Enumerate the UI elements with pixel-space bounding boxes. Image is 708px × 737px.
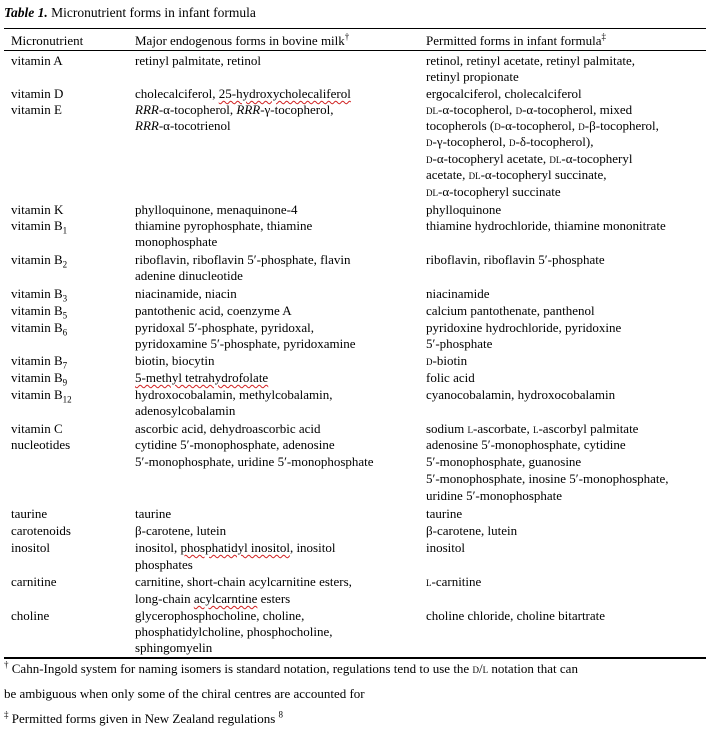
footnote-double-dagger (4, 711, 283, 727)
milk-text: -α-tocotrienol (158, 118, 231, 133)
row-formula (426, 184, 561, 200)
row-formula (426, 102, 632, 118)
row-formula (426, 167, 607, 183)
row-milk: phosphates (135, 557, 193, 572)
row-name: inositol (11, 540, 51, 555)
row-name: vitamin A (11, 53, 63, 68)
header-formula-forms (426, 33, 606, 49)
milk-text: long-chain (135, 591, 194, 606)
row-milk: cytidine 5′-monophosphate, adenosine (135, 437, 335, 452)
row-name-text: vitamin B (11, 252, 63, 267)
milk-text-flagged: 5-methyl tetrahydrofolate (135, 370, 269, 385)
row-milk: adenosylcobalamin (135, 403, 236, 418)
row-milk: monophosphate (135, 234, 218, 249)
row-formula: 5′-monophosphate, guanosine (426, 454, 582, 469)
row-name (11, 303, 67, 319)
row-name-text: vitamin B (11, 320, 63, 335)
row-name-sub: 7 (62, 360, 68, 371)
formula-text: -α-tocopherol, mixed (522, 102, 633, 117)
row-name-text: vitamin B (11, 218, 63, 233)
row-name-text: vitamin B (11, 353, 63, 368)
isomer-prefix: l (467, 421, 474, 436)
row-formula (426, 353, 467, 369)
row-milk: phosphatidylcholine, phosphocholine, (135, 624, 333, 639)
isomer-prefix: l (426, 574, 432, 589)
row-name-sub: 5 (62, 310, 68, 321)
row-milk (135, 118, 231, 134)
table-top-rule (4, 28, 706, 29)
header-milk-mark: † (344, 31, 350, 42)
row-name: carotenoids (11, 523, 71, 538)
isomer-prefix: d (515, 102, 523, 117)
formula-text: -α-tocopherol, (438, 102, 516, 117)
row-name-sub: 2 (62, 259, 68, 270)
row-formula: adenosine 5′-monophosphate, cytidine (426, 437, 626, 452)
row-name (11, 353, 67, 369)
reference-number: 8 (278, 709, 284, 720)
row-name-sub: 1 (62, 225, 68, 236)
row-name: vitamin K (11, 202, 64, 217)
row-formula: calcium pantothenate, panthenol (426, 303, 595, 318)
formula-text: -α-tocopheryl acetate, (432, 151, 550, 166)
isomer-prefix: RRR (135, 102, 159, 117)
isomer-prefix: dl (549, 151, 562, 166)
row-formula (426, 421, 638, 437)
footnote-text: Permitted forms given in New Zealand regulations (8, 711, 279, 726)
formula-text: -γ-tocopherol, (432, 134, 509, 149)
row-milk: 5′-monophosphate, uridine 5′-monophosphate (135, 454, 374, 469)
row-formula: 5′-phosphate (426, 336, 493, 351)
formula-text: -δ-tocopherol), (515, 134, 594, 149)
milk-text: inositol, (135, 540, 181, 555)
row-formula: cyanocobalamin, hydroxocobalamin (426, 387, 616, 402)
row-name: vitamin C (11, 421, 63, 436)
row-formula: riboflavin, riboflavin 5′-phosphate (426, 252, 605, 267)
row-formula: taurine (426, 506, 463, 521)
row-milk (135, 86, 351, 102)
table-caption (4, 4, 256, 21)
footnote-mark: ‡ (4, 709, 9, 720)
row-milk (135, 540, 335, 556)
isomer-prefix: RRR (135, 118, 159, 133)
milk-text-flagged: acylcarntine (193, 591, 258, 606)
row-name-text: vitamin B (11, 286, 63, 301)
row-name-sub: 3 (62, 293, 68, 304)
row-name: carnitine (11, 574, 57, 589)
row-milk: thiamine pyrophosphate, thiamine (135, 218, 313, 233)
header-formula-mark: ‡ (601, 31, 606, 42)
formula-text: -carnitine (431, 574, 482, 589)
row-name-sub: 9 (62, 377, 68, 388)
row-name (11, 320, 67, 336)
row-milk: sphingomyelin (135, 640, 213, 655)
row-name-text: vitamin B (11, 387, 63, 402)
isomer-prefix: d/l (472, 661, 489, 676)
row-name (11, 252, 67, 268)
row-name (11, 286, 67, 302)
isomer-prefix: d (426, 151, 433, 166)
header-milk-forms (135, 33, 349, 49)
isomer-prefix: dl (426, 102, 438, 117)
row-formula: retinol, retinyl acetate, retinyl palmitate, (426, 53, 635, 68)
row-formula: β-carotene, lutein (426, 523, 518, 538)
row-formula: ergocalciferol, cholecalciferol (426, 86, 582, 101)
row-name-sub: 12 (62, 394, 72, 405)
row-milk: carnitine, short-chain acylcarnitine esters, (135, 574, 352, 589)
isomer-prefix: l (532, 421, 539, 436)
row-milk: hydroxocobalamin, methylcobalamin, (135, 387, 333, 402)
row-milk: β-carotene, lutein (135, 523, 227, 538)
footnote-text: Cahn-Ingold system for naming isomers is standard notation, regulations tend to use the (8, 661, 473, 676)
isomer-prefix: d (494, 118, 501, 133)
row-name: nucleotides (11, 437, 71, 452)
header-formula-text: Permitted forms in infant formula (426, 33, 602, 48)
row-milk: pyridoxamine 5′-phosphate, pyridoxamine (135, 336, 356, 351)
row-formula: uridine 5′-monophosphate (426, 488, 563, 503)
formula-text: -ascorbate, (473, 421, 533, 436)
formula-text: sodium (426, 421, 468, 436)
milk-text-flagged: phosphatidyl inositol (180, 540, 290, 555)
isomer-prefix: d (509, 134, 516, 149)
row-name-text: vitamin B (11, 303, 63, 318)
row-name: taurine (11, 506, 48, 521)
row-formula (426, 134, 593, 150)
row-milk: glycerophosphocholine, choline, (135, 608, 305, 623)
table-bottom-rule (4, 657, 706, 659)
row-formula: choline chloride, choline bitartrate (426, 608, 606, 623)
row-milk: niacinamide, niacin (135, 286, 237, 301)
header-rule (4, 50, 706, 51)
row-milk (135, 591, 290, 607)
isomer-prefix: dl (468, 167, 481, 182)
row-milk: riboflavin, riboflavin 5′-phosphate, flavin (135, 252, 351, 267)
formula-text: -ascorbyl palmitate (538, 421, 639, 436)
row-name (11, 370, 67, 386)
isomer-prefix: dl (426, 184, 438, 199)
row-milk: adenine dinucleotide (135, 268, 243, 283)
row-milk: retinyl palmitate, retinol (135, 53, 261, 68)
row-formula: 5′-monophosphate, inosine 5′-monophosphate, (426, 471, 669, 486)
isomer-prefix: d (426, 134, 433, 149)
formula-text: tocopherols ( (426, 118, 495, 133)
row-milk (135, 102, 333, 118)
row-formula (426, 118, 659, 134)
milk-text: cholecalciferol, (135, 86, 219, 101)
row-milk: pyridoxal 5′-phosphate, pyridoxal, (135, 320, 315, 335)
row-milk: pantothenic acid, coenzyme A (135, 303, 292, 318)
milk-text-flagged: 25-hydroxycholecaliferol (218, 86, 351, 101)
formula-text: -α-tocopheryl succinate, (480, 167, 607, 182)
table-label: Table 1. (4, 5, 48, 20)
formula-text: -biotin (432, 353, 468, 368)
isomer-prefix: d (426, 353, 433, 368)
formula-text: acetate, (426, 167, 469, 182)
row-formula: pyridoxine hydrochloride, pyridoxine (426, 320, 622, 335)
row-formula: phylloquinone (426, 202, 502, 217)
isomer-prefix: d (578, 118, 585, 133)
table-caption-text: Micronutrient forms in infant formula (47, 5, 256, 20)
row-name: vitamin D (11, 86, 64, 101)
row-formula: niacinamide (426, 286, 490, 301)
row-name (11, 387, 72, 403)
row-milk: taurine (135, 506, 172, 521)
milk-text: -α-tocopherol, (158, 102, 237, 117)
isomer-prefix: RRR (236, 102, 261, 117)
footnote-dagger (4, 661, 578, 677)
milk-text: esters (257, 591, 291, 606)
row-formula: thiamine hydrochloride, thiamine mononitrate (426, 218, 666, 233)
row-formula: folic acid (426, 370, 475, 385)
footnote-dagger-cont: be ambiguous when only some of the chiral centres are accounted for (4, 686, 365, 701)
row-formula: retinyl propionate (426, 69, 519, 84)
footnote-text: notation that can (488, 661, 578, 676)
row-formula: inositol (426, 540, 466, 555)
header-milk-text: Major endogenous forms in bovine milk (135, 33, 345, 48)
row-name (11, 218, 67, 234)
row-milk (135, 370, 268, 386)
row-formula (426, 151, 632, 167)
row-milk: ascorbic acid, dehydroascorbic acid (135, 421, 321, 436)
row-name: choline (11, 608, 50, 623)
row-name-text: vitamin B (11, 370, 63, 385)
row-name-sub: 6 (62, 327, 68, 338)
formula-text: -α-tocopherol, (500, 118, 579, 133)
row-milk: phylloquinone, menaquinone-4 (135, 202, 298, 217)
milk-text: -γ-tocopherol, (260, 102, 334, 117)
formula-text: -β-tocopherol, (584, 118, 659, 133)
footnote-mark: † (4, 659, 9, 670)
row-formula (426, 574, 481, 590)
formula-text: -α-tocopheryl (561, 151, 633, 166)
header-micronutrient: Micronutrient (11, 33, 84, 48)
row-name: vitamin E (11, 102, 62, 117)
row-milk: biotin, biocytin (135, 353, 215, 368)
formula-text: -α-tocopheryl succinate (438, 184, 561, 199)
milk-text: , inositol (289, 540, 336, 555)
